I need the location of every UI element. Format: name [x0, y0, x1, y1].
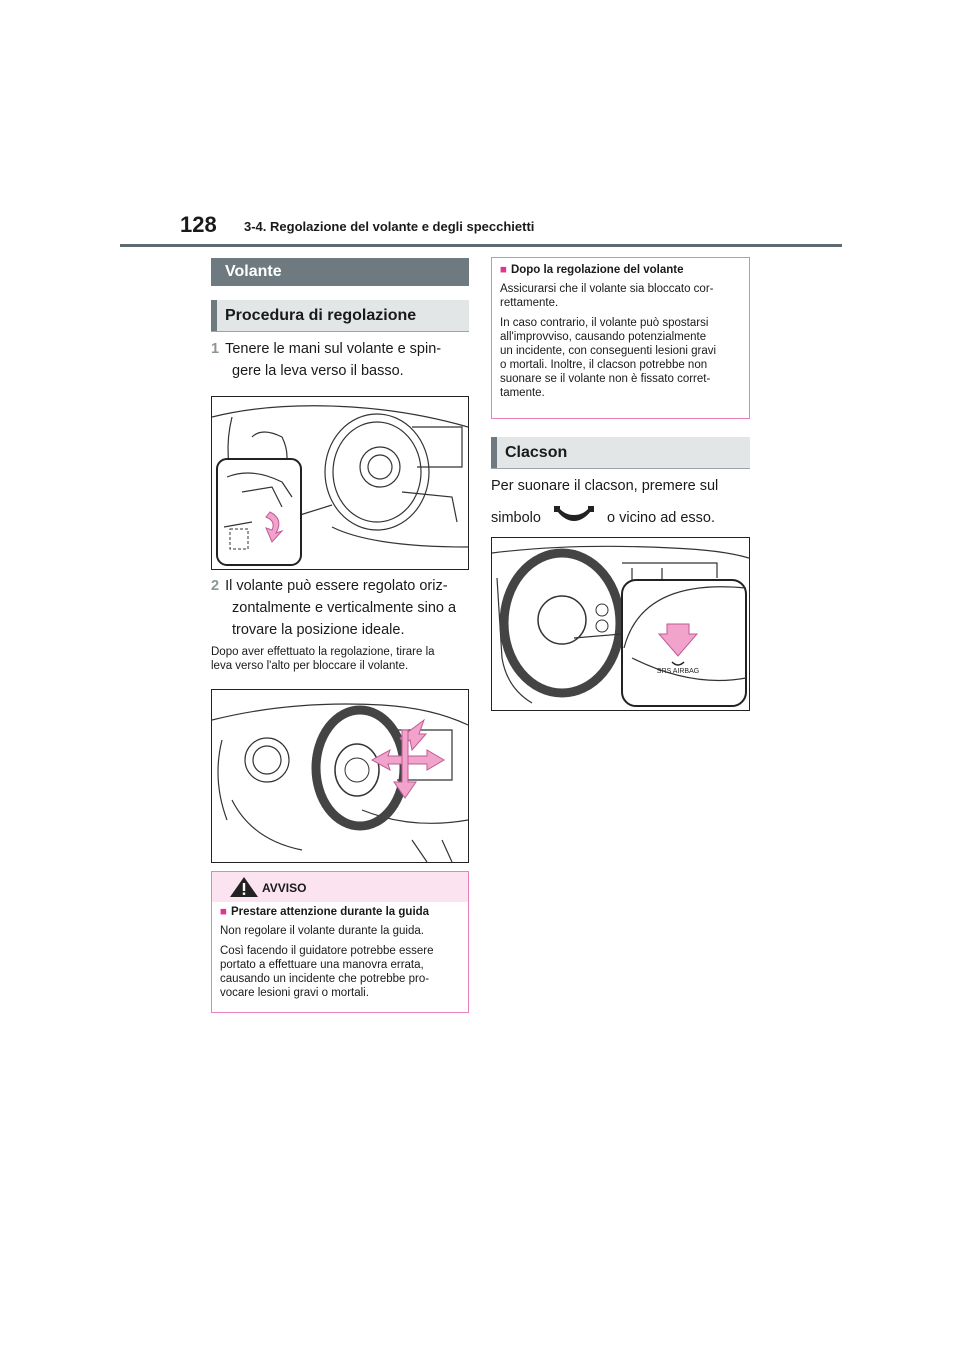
- figure-steering-adjust: [211, 689, 469, 863]
- bullet-square-icon: ■: [500, 264, 507, 276]
- steering-adjust-illustration: [212, 690, 468, 862]
- step-text: gere la leva verso il basso.: [232, 363, 404, 379]
- note-text: Dopo aver effettuato la regolazione, tirare la: [211, 646, 435, 658]
- subsection-title-procedura: [211, 300, 469, 332]
- caution-text: suonare se il volante non è fissato corret-: [500, 373, 711, 385]
- section-title-volante: Volante: [211, 258, 469, 286]
- caution-text: o mortali. Inoltre, il clacson potrebbe non: [500, 359, 708, 371]
- caution-title: [500, 264, 741, 276]
- warning-label: AVVISO: [262, 881, 307, 895]
- warning-title-text: Prestare attenzione durante la guida: [230, 906, 430, 918]
- caution-text: In caso contrario, il volante può spostarsi: [500, 317, 709, 329]
- horn-text: o vicino ad esso.: [607, 510, 716, 526]
- chapter-title: 3-4. Regolazione del volante e degli specchietti: [244, 219, 535, 234]
- figure-horn: [491, 537, 750, 711]
- steering-lever-illustration: [212, 397, 468, 569]
- horn-text: simbolo: [491, 510, 541, 526]
- figure-steering-lever: [211, 396, 469, 570]
- warning-header: [212, 872, 468, 902]
- warning-text: vocare lesioni gravi o mortali.: [220, 987, 369, 999]
- step-1: [211, 338, 469, 382]
- bullet-square-icon: ■: [220, 906, 227, 918]
- note-lock: [211, 645, 469, 673]
- subsection-title-clacson: [491, 437, 750, 469]
- step-number: 2: [211, 578, 220, 594]
- warning-text: causando un incidente che potrebbe pro-: [220, 973, 430, 985]
- warning-text: Non regolare il volante durante la guida.: [220, 925, 424, 937]
- horn-symbol-icon: [553, 505, 595, 527]
- step-number: 1: [211, 341, 220, 357]
- step-2: [211, 575, 469, 641]
- caution-title-text: Dopo la regolazione del volante: [510, 264, 684, 276]
- step-text: zontalmente e verticalmente sino a: [232, 600, 457, 616]
- step-text: Tenere le mani sul volante e spin-: [225, 341, 442, 357]
- warning-title: [220, 906, 460, 918]
- note-text: leva verso l'alto per bloccare il volante.: [211, 660, 409, 672]
- caution-text: Assicurarsi che il volante sia bloccato cor-: [500, 283, 714, 295]
- caution-text: tamente.: [500, 387, 545, 399]
- warning-text: portato a effettuare una manovra errata,: [220, 959, 424, 971]
- subsection-label: Procedura di regolazione: [225, 307, 417, 324]
- step-text: Il volante può essere regolato oriz-: [225, 578, 448, 594]
- warning-triangle-icon: [229, 876, 259, 898]
- warning-text: Così facendo il guidatore potrebbe essere: [220, 945, 434, 957]
- caution-text: rettamente.: [500, 297, 559, 309]
- horn-illustration: [492, 538, 749, 710]
- caution-box: [491, 257, 750, 419]
- page-number: 128: [180, 212, 217, 237]
- step-text: trovare la posizione ideale.: [232, 622, 405, 638]
- caution-text: un incidente, con conseguenti lesioni gravi: [500, 345, 717, 357]
- header-rule: [120, 244, 842, 247]
- caution-text: all'improvviso, causando potenzialmente: [500, 331, 707, 343]
- horn-text: Per suonare il clacson, premere sul: [491, 478, 719, 494]
- warning-box: [211, 871, 469, 1013]
- horn-instruction: [491, 475, 750, 531]
- subsection-label: Clacson: [505, 444, 568, 461]
- airbag-label: SRS AIRBAG: [656, 668, 700, 675]
